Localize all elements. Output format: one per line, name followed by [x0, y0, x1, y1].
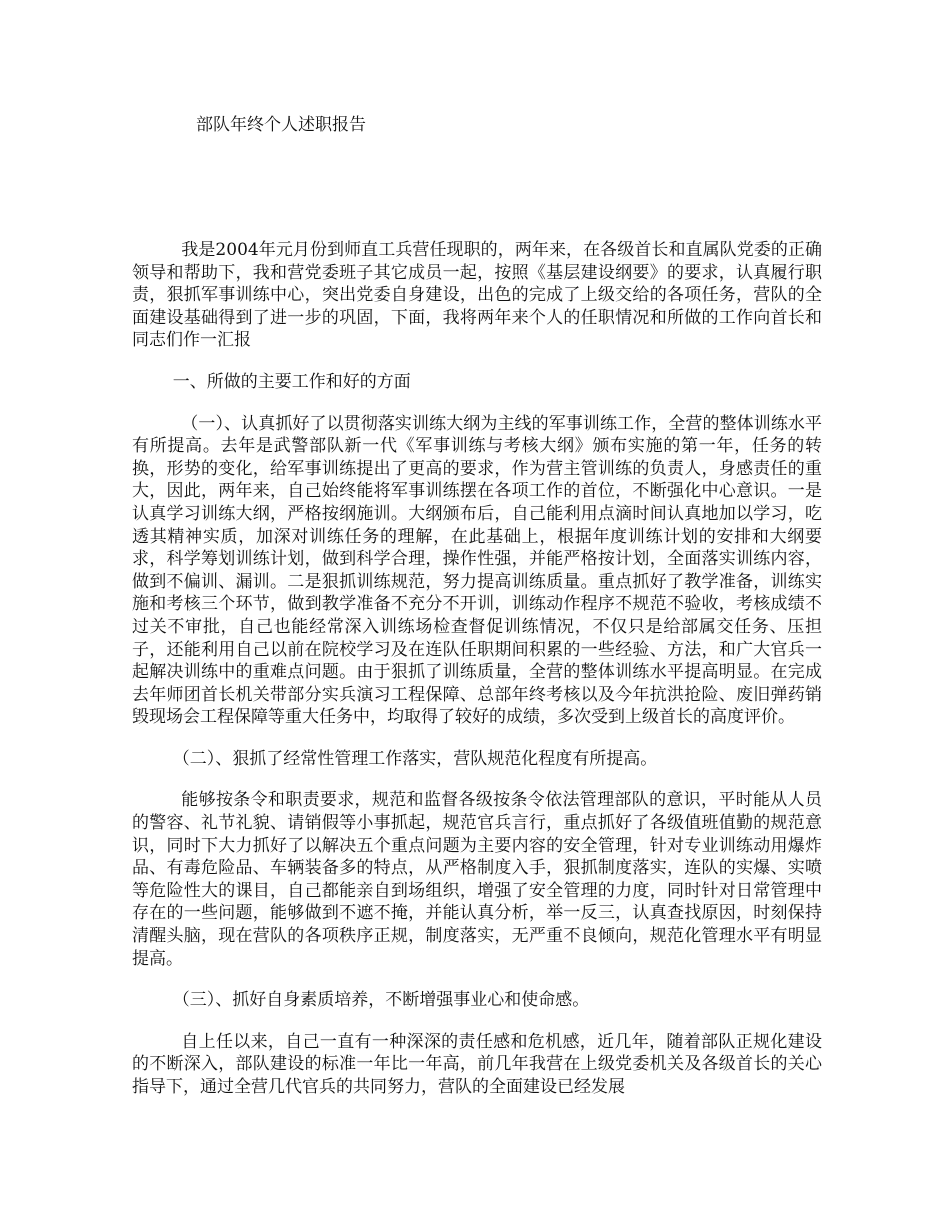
section-heading: 一、所做的主要工作和好的方面 — [172, 371, 411, 392]
paragraph-training: （一）、认真抓好了以贯彻落实训练大纲为主线的军事训练工作，全营的整体训练水平有所提高。去年是武警部队新一代《军事训练与考核大纲》颁布实施的第一年，任务的转换，形势的变化，给军事训练提出了更高的要求，作为营主管训练的负责人，身感责任的重大，因此，两年来，自己始终能将军事训练摆在各项工作的首位，不断强化中心意识。一是认真学习训练大纲，严格按纲施训。大纲颁布后，自己能利用点滴时间认真地加以学习，吃透其精神实质，加深对训练任务的理解，在此基础上，根据年度训练计划的安排和大纲要求，科学筹划训练计划，做到科学合理，操作性强，并能严格按计划，全面落实训练内容，做到不偏训、漏训。二是狠抓训练规范，努力提高训练质量。重点抓好了教学准备，训练实施和考核三个环节，做到教学准备不充分不开训，训练动作程序不规范不验收，考核成绩不过关不审批，自己也能经常深入训练场检查督促训练情况，不仅只是给部属交任务、压担子，还能利用自己以前在院校学习及在连队任职期间积累的一些经验、方法，和广大官兵一起解决训练中的重难点问题。由于狠抓了训练质量，全营的整体训练水平提高明显。在完成去年师团首长机关带部分实兵演习工程保障、总部年终考核以及今年抗洪抢险、废旧弹药销毁现场会工程保障等重大任务中，均取得了较好的成绩，多次受到上级首长的高度评价。 — [132, 413, 822, 728]
document-body — [132, 239, 822, 1118]
subheading-self-improvement: （三）、抓好自身素质培养，不断增强事业心和使命感。 — [172, 990, 590, 1011]
document-title: 部队年终个人述职报告 — [196, 115, 366, 135]
subheading-management: （二）、狠抓了经常性管理工作落实，营队规范化程度有所提高。 — [172, 748, 658, 769]
paragraph-intro: 我是2004年元月份到师直工兵营任现职的，两年来，在各级首长和直属队党委的正确领导和帮助下，我和营党委班子其它成员一起，按照《基层建设纲要》的要求，认真履行职责，狠抓军事训练中心，突出党委自身建设，出色的完成了上级交给的各项任务，营队的全面建设基础得到了进一步的巩固，下面，我将两年来个人的任职情况和所做的工作向首长和同志们作一汇报 — [132, 240, 822, 351]
paragraph-management: 能够按条令和职责要求，规范和监督各级按条令依法管理部队的意识，平时能从人员的警容、礼节礼貌、请销假等小事抓起，规范官兵言行，重点抓好了各级值班值勤的规范意识，同时下大力抓好了以解决五个重点问题为主要内容的安全管理，针对专业训练动用爆炸品、有毒危险品、车辆装备多的特点，从严格制度入手，狠抓制度落实，连队的实爆、实喷等危险性大的课目，自己都能亲自到场组织，增强了安全管理的力度，同时针对日常管理中存在的一些问题，能够做到不遮不掩，并能认真分析，举一反三，认真查找原因，时刻保持清醒头脑，现在营队的各项秩序正规，制度落实，无严重不良倾向，规范化管理水平有明显提高。 — [132, 790, 822, 969]
paragraph-self-improvement: 自上任以来，自己一直有一种深深的责任感和危机感，近几年，随着部队正规化建设的不断深入，部队建设的标准一年比一年高，前几年我营在上级党委机关及各级首长的关心指导下，通过全营几代官兵的共同努力，营队的全面建设已经发展 — [132, 1031, 822, 1097]
